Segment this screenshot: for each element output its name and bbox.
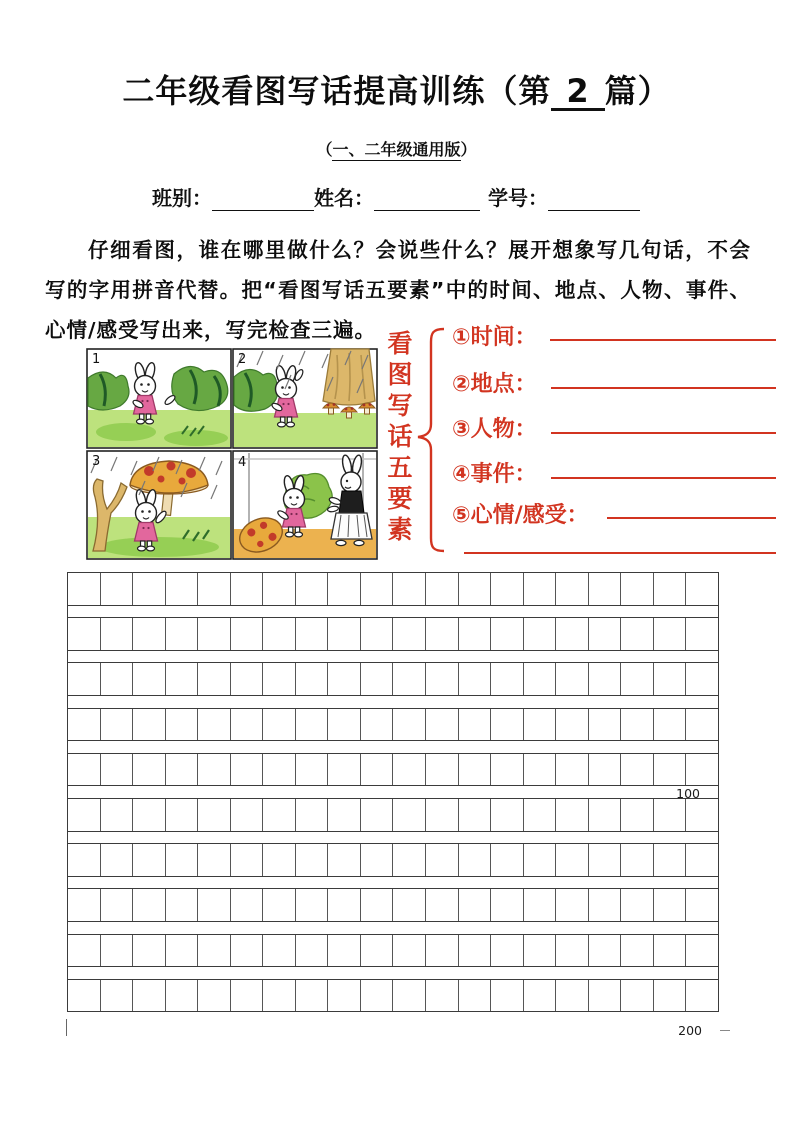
grid-cell[interactable]	[133, 799, 166, 831]
panel-number: 4	[238, 455, 247, 470]
grid-cell[interactable]	[68, 889, 101, 921]
grid-cell[interactable]	[328, 573, 361, 605]
grid-cell[interactable]	[686, 618, 718, 650]
grid-cell[interactable]	[686, 754, 718, 786]
grid-cell[interactable]	[296, 618, 329, 650]
grid-cell[interactable]	[556, 935, 589, 967]
grid-cell[interactable]	[589, 663, 622, 695]
grid-cell[interactable]	[68, 709, 101, 741]
grid-cell[interactable]	[654, 709, 687, 741]
grid-cell[interactable]	[556, 889, 589, 921]
grid-cell[interactable]	[426, 618, 459, 650]
grid-cell[interactable]	[686, 799, 718, 831]
grid-cell[interactable]	[361, 754, 394, 786]
subtitle-paren-close: ）	[460, 140, 477, 159]
grid-cell[interactable]	[589, 799, 622, 831]
grid-spacer	[68, 696, 718, 709]
grid-cell[interactable]	[621, 889, 654, 921]
grid-cell[interactable]	[556, 799, 589, 831]
grid-cell[interactable]	[263, 844, 296, 876]
grid-cell[interactable]	[231, 935, 264, 967]
comic-strip-image	[86, 348, 378, 560]
grid-spacer	[68, 877, 718, 890]
grid-cell[interactable]	[263, 980, 296, 1012]
grid-cell[interactable]	[101, 618, 134, 650]
grid-cell[interactable]	[654, 889, 687, 921]
grid-cell[interactable]	[296, 663, 329, 695]
grid-cell[interactable]	[491, 618, 524, 650]
grid-cell[interactable]	[524, 754, 557, 786]
grid-cell[interactable]	[589, 980, 622, 1012]
grid-cell[interactable]	[198, 889, 231, 921]
grid-cell[interactable]	[231, 889, 264, 921]
class-blank-field[interactable]	[212, 186, 314, 211]
grid-cell[interactable]	[491, 799, 524, 831]
grid-cell[interactable]	[361, 663, 394, 695]
title-suffix: 篇）	[604, 72, 671, 110]
grid-cell[interactable]	[459, 889, 492, 921]
feeling-blank-line[interactable]	[607, 517, 776, 519]
element-label-feeling: ⑤心情/感受：	[452, 503, 589, 528]
grid-cell[interactable]	[133, 618, 166, 650]
grid-spacer	[68, 651, 718, 664]
grid-cell[interactable]	[296, 980, 329, 1012]
grid-cell[interactable]	[296, 844, 329, 876]
grid-cell[interactable]	[101, 980, 134, 1012]
grid-cell[interactable]	[393, 844, 426, 876]
subtitle	[0, 137, 793, 160]
feeling-extra-blank-line[interactable]	[464, 552, 776, 554]
grid-cell[interactable]	[621, 618, 654, 650]
grid-cell[interactable]	[459, 980, 492, 1012]
title-issue-number: 2	[551, 75, 604, 111]
grid-cell[interactable]	[231, 573, 264, 605]
grid-row	[68, 573, 718, 606]
grid-cell[interactable]	[459, 618, 492, 650]
grid-cell[interactable]	[686, 980, 718, 1012]
grid-cell[interactable]	[426, 980, 459, 1012]
grid-cell[interactable]	[589, 889, 622, 921]
grid-cell[interactable]	[393, 935, 426, 967]
grid-cell[interactable]	[133, 935, 166, 967]
element-label-person: ③人物：	[452, 417, 537, 442]
grid-cell[interactable]	[166, 754, 199, 786]
grid-cell[interactable]	[231, 754, 264, 786]
grid-cell[interactable]	[589, 573, 622, 605]
grid-cell[interactable]	[491, 935, 524, 967]
grid-cell[interactable]	[426, 844, 459, 876]
grid-row	[68, 709, 718, 742]
grid-cell[interactable]	[328, 980, 361, 1012]
grid-cell[interactable]	[426, 709, 459, 741]
element-label-event: ④事件：	[452, 462, 537, 487]
class-label: 班别：	[152, 186, 212, 210]
grid-cell[interactable]	[621, 799, 654, 831]
grid-cell[interactable]	[101, 935, 134, 967]
grid-cell[interactable]	[654, 799, 687, 831]
student-id-blank-field[interactable]	[548, 186, 640, 211]
grid-cell[interactable]	[556, 663, 589, 695]
grid-cell[interactable]	[263, 889, 296, 921]
grid-row	[68, 844, 718, 877]
grid-cell[interactable]	[198, 573, 231, 605]
grid-cell[interactable]	[556, 709, 589, 741]
grid-cell[interactable]	[393, 663, 426, 695]
grid-spacer	[68, 922, 718, 935]
grid-cell[interactable]	[459, 754, 492, 786]
grid-spacer	[68, 967, 718, 980]
grid-cell[interactable]	[361, 935, 394, 967]
grid-cell[interactable]	[654, 573, 687, 605]
grid-cell[interactable]	[101, 663, 134, 695]
panel-number: 2	[238, 352, 247, 367]
grid-cell[interactable]	[198, 980, 231, 1012]
grid-cell[interactable]	[524, 980, 557, 1012]
grid-cell[interactable]	[426, 663, 459, 695]
grid-cell[interactable]	[524, 663, 557, 695]
comic-panel-3	[87, 451, 231, 559]
grid-cell[interactable]	[101, 799, 134, 831]
grid-cell[interactable]	[621, 709, 654, 741]
grid-cell[interactable]	[263, 799, 296, 831]
grid-cell[interactable]	[621, 980, 654, 1012]
panel-number: 3	[92, 454, 101, 469]
grid-cell[interactable]	[101, 573, 134, 605]
element-label-time: ①时间：	[452, 325, 537, 350]
grid-cell[interactable]	[328, 754, 361, 786]
grid-cell[interactable]	[68, 799, 101, 831]
grid-cell[interactable]	[101, 754, 134, 786]
grid-cell[interactable]	[686, 709, 718, 741]
grid-cell[interactable]	[426, 889, 459, 921]
five-elements-vertical-title: 看图写话五要素	[384, 330, 413, 547]
grid-cell[interactable]	[589, 935, 622, 967]
grid-cell[interactable]	[524, 573, 557, 605]
grid-cell[interactable]	[296, 935, 329, 967]
person-blank-line[interactable]	[551, 432, 776, 434]
grid-cell[interactable]	[231, 844, 264, 876]
grid-cell[interactable]	[393, 618, 426, 650]
grass	[234, 413, 376, 447]
grid-cell[interactable]	[231, 663, 264, 695]
grid-cell[interactable]	[491, 573, 524, 605]
grid-cell[interactable]	[101, 844, 134, 876]
grid-cell[interactable]	[166, 935, 199, 967]
grid-cell[interactable]	[654, 618, 687, 650]
grid-cell[interactable]	[524, 618, 557, 650]
grid-cell[interactable]	[166, 663, 199, 695]
grid-cell[interactable]	[328, 889, 361, 921]
grid-cell[interactable]	[166, 573, 199, 605]
grid-spacer	[68, 606, 718, 619]
grid-cell[interactable]	[133, 754, 166, 786]
brace-bracket	[413, 326, 447, 556]
grid-cell[interactable]	[556, 573, 589, 605]
title-prefix: 二年级看图写话提高训练（第	[122, 72, 552, 110]
grid-cell[interactable]	[198, 799, 231, 831]
grid-cell[interactable]	[68, 754, 101, 786]
grid-cell[interactable]	[263, 573, 296, 605]
grid-cell[interactable]	[556, 754, 589, 786]
grid-cell[interactable]	[524, 935, 557, 967]
grid-cell[interactable]	[166, 618, 199, 650]
grid-cell[interactable]	[133, 889, 166, 921]
grid-cell[interactable]	[556, 844, 589, 876]
grid-cell[interactable]	[133, 573, 166, 605]
grid-cell[interactable]	[621, 663, 654, 695]
grid-cell[interactable]	[328, 663, 361, 695]
grid-row	[68, 799, 718, 832]
grid-cell[interactable]	[524, 709, 557, 741]
grid-cell[interactable]	[198, 935, 231, 967]
grid-cell[interactable]	[686, 889, 718, 921]
grid-cell[interactable]	[393, 980, 426, 1012]
grid-spacer	[68, 741, 718, 754]
grid-cell[interactable]	[68, 935, 101, 967]
grid-cell[interactable]	[393, 889, 426, 921]
grid-cell[interactable]	[68, 618, 101, 650]
grid-cell[interactable]	[361, 799, 394, 831]
grid-cell[interactable]	[133, 709, 166, 741]
grid-cell[interactable]	[198, 844, 231, 876]
grid-cell[interactable]	[166, 709, 199, 741]
grid-cell[interactable]	[654, 980, 687, 1012]
grid-cell[interactable]	[166, 980, 199, 1012]
char-count-marker-100: 100	[676, 786, 700, 801]
grid-cell[interactable]	[459, 935, 492, 967]
comic-panel-1	[87, 349, 231, 448]
grid-row	[68, 663, 718, 696]
grid-cell[interactable]	[361, 980, 394, 1012]
grid-cell[interactable]	[393, 754, 426, 786]
grid-cell[interactable]	[328, 799, 361, 831]
grid-row	[68, 935, 718, 968]
grid-cell[interactable]	[198, 618, 231, 650]
grid-cell[interactable]	[361, 709, 394, 741]
grid-row	[68, 618, 718, 651]
grid-cell[interactable]	[361, 618, 394, 650]
grid-cell[interactable]	[133, 663, 166, 695]
grid-spacer	[68, 832, 718, 845]
grid-cell[interactable]	[621, 754, 654, 786]
grid-cell[interactable]	[459, 709, 492, 741]
grid-cell[interactable]	[231, 799, 264, 831]
grid-cell[interactable]	[491, 889, 524, 921]
grid-cell[interactable]	[263, 935, 296, 967]
grid-cell[interactable]	[68, 844, 101, 876]
grid-spacer	[68, 786, 718, 799]
grid-cell[interactable]	[686, 573, 718, 605]
instructions-text: 仔细看图，谁在哪里做什么？会说些什么？展开想象写几句话，不会写的字用拼音代替。把“看图写话五要素”中的时间、地点、人物、事件、心情/感受写出来，写完检查三遍。	[45, 238, 751, 342]
grid-cell[interactable]	[556, 980, 589, 1012]
grid-cell[interactable]	[393, 573, 426, 605]
panel-number: 1	[92, 352, 101, 367]
grid-cell[interactable]	[361, 889, 394, 921]
grid-cell[interactable]	[686, 844, 718, 876]
margin-tick-right	[720, 1030, 730, 1031]
grid-cell[interactable]	[296, 754, 329, 786]
grid-cell[interactable]	[426, 754, 459, 786]
grid-cell[interactable]	[361, 573, 394, 605]
bush-icon	[234, 369, 278, 411]
grid-cell[interactable]	[426, 799, 459, 831]
grid-cell[interactable]	[263, 754, 296, 786]
grid-cell[interactable]	[491, 754, 524, 786]
grid-cell[interactable]	[68, 573, 101, 605]
student-info-line	[152, 182, 640, 211]
subtitle-paren-open: （	[316, 140, 333, 159]
grid-cell[interactable]	[198, 709, 231, 741]
grid-cell[interactable]	[68, 663, 101, 695]
grid-cell[interactable]	[654, 935, 687, 967]
grid-cell[interactable]	[198, 754, 231, 786]
grid-cell[interactable]	[589, 844, 622, 876]
grid-cell[interactable]	[296, 799, 329, 831]
student-id-label: 学号：	[488, 186, 548, 210]
grid-cell[interactable]	[328, 935, 361, 967]
grid-cell[interactable]	[166, 799, 199, 831]
grid-row	[68, 980, 718, 1012]
grid-cell[interactable]	[263, 663, 296, 695]
grid-cell[interactable]	[621, 935, 654, 967]
grid-cell[interactable]	[426, 573, 459, 605]
grid-cell[interactable]	[491, 844, 524, 876]
grid-cell[interactable]	[524, 799, 557, 831]
grid-cell[interactable]	[296, 709, 329, 741]
grid-cell[interactable]	[101, 709, 134, 741]
grid-cell[interactable]	[133, 980, 166, 1012]
time-blank-line[interactable]	[550, 339, 776, 341]
grid-cell[interactable]	[654, 754, 687, 786]
grid-cell[interactable]	[589, 709, 622, 741]
grid-cell[interactable]	[654, 663, 687, 695]
place-blank-line[interactable]	[551, 387, 776, 389]
grid-cell[interactable]	[459, 844, 492, 876]
grid-cell[interactable]	[654, 844, 687, 876]
grid-cell[interactable]	[524, 844, 557, 876]
margin-tick-left	[66, 1019, 67, 1036]
comic-panel-2	[233, 349, 377, 448]
page-title	[0, 66, 793, 112]
name-blank-field[interactable]	[374, 186, 480, 211]
writing-grid[interactable]	[67, 572, 719, 1012]
event-blank-line[interactable]	[551, 477, 776, 479]
grid-cell[interactable]	[589, 618, 622, 650]
name-label: 姓名：	[314, 186, 374, 210]
grid-cell[interactable]	[556, 618, 589, 650]
grid-cell[interactable]	[686, 935, 718, 967]
subtitle-text: 一、二年级通用版	[332, 140, 461, 159]
grid-cell[interactable]	[621, 573, 654, 605]
grid-cell[interactable]	[459, 573, 492, 605]
bush-icon	[88, 372, 129, 410]
grid-row	[68, 754, 718, 787]
grid-cell[interactable]	[589, 754, 622, 786]
grid-cell[interactable]	[133, 844, 166, 876]
grid-cell[interactable]	[491, 663, 524, 695]
char-count-marker-200: 200	[678, 1023, 702, 1038]
comic-panel-4	[233, 451, 377, 559]
grid-cell[interactable]	[524, 889, 557, 921]
grid-cell[interactable]	[263, 618, 296, 650]
grid-row	[68, 889, 718, 922]
grid-cell[interactable]	[263, 709, 296, 741]
grid-cell[interactable]	[296, 889, 329, 921]
grid-cell[interactable]	[68, 980, 101, 1012]
grid-cell[interactable]	[198, 663, 231, 695]
grid-cell[interactable]	[231, 618, 264, 650]
grid-cell[interactable]	[296, 573, 329, 605]
grid-cell[interactable]	[393, 709, 426, 741]
grid-cell[interactable]	[328, 844, 361, 876]
grid-cell[interactable]	[459, 663, 492, 695]
grid-cell[interactable]	[231, 709, 264, 741]
grid-cell[interactable]	[621, 844, 654, 876]
grid-cell[interactable]	[231, 980, 264, 1012]
element-label-place: ②地点：	[452, 372, 537, 397]
grid-cell[interactable]	[328, 709, 361, 741]
grid-cell[interactable]	[101, 889, 134, 921]
grid-cell[interactable]	[686, 663, 718, 695]
grid-cell[interactable]	[491, 709, 524, 741]
grid-cell[interactable]	[426, 935, 459, 967]
grid-cell[interactable]	[166, 889, 199, 921]
grid-cell[interactable]	[361, 844, 394, 876]
grid-cell[interactable]	[393, 799, 426, 831]
grid-cell[interactable]	[166, 844, 199, 876]
grid-cell[interactable]	[459, 799, 492, 831]
grid-cell[interactable]	[491, 980, 524, 1012]
grid-cell[interactable]	[328, 618, 361, 650]
